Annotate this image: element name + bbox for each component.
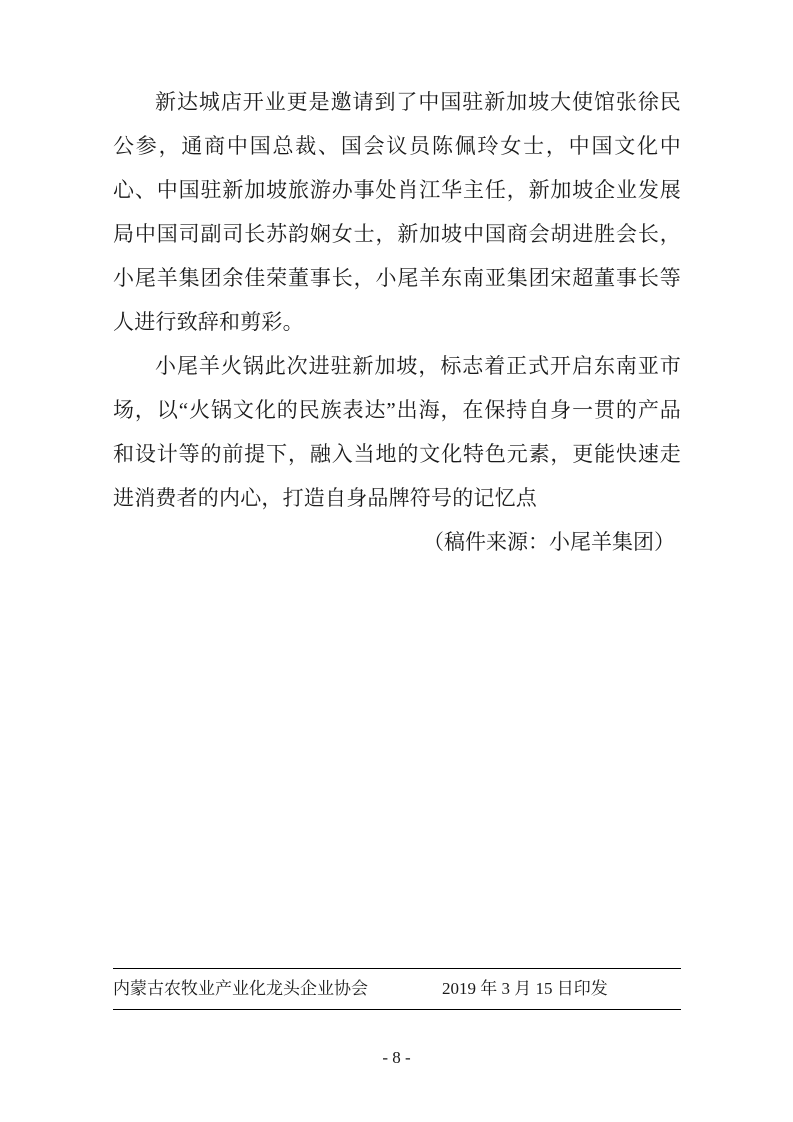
footer-row [113, 969, 681, 1009]
source-note: （稿件来源：小尾羊集团） [423, 530, 675, 554]
document-body [113, 80, 681, 585]
paragraph-1: 新达城店开业更是邀请到了中国驻新加坡大使馆张徐民公参，通商中国总裁、国会议员陈佩玲女士，中国文化中心、中国驻新加坡旅游办事处肖江华主任，新加坡企业发展局中国司副司长苏韵娴女士，新加坡中国商会胡进胜会长，小尾羊集团余佳荣董事长，小尾羊东南亚集团宋超董事长等人进行致辞和剪彩。 [113, 90, 681, 334]
paragraph-2: 小尾羊火锅此次进驻新加坡，标志着正式开启东南亚市场，以“火锅文化的民族表达”出海，在保持自身一贯的产品和设计等的前提下，融入当地的文化特色元素，更能快速走进消费者的内心，打造自身品牌符号的记忆点 [113, 354, 681, 510]
page-footer [113, 968, 681, 1010]
footer-issue-date: 2019 年 3 月 15 日印发 [442, 979, 608, 998]
page-number: - 8 - [382, 1048, 411, 1067]
footer-divider-bottom [113, 1009, 681, 1010]
footer-organization: 内蒙古农牧业产业化龙头企业协会 [113, 979, 368, 998]
